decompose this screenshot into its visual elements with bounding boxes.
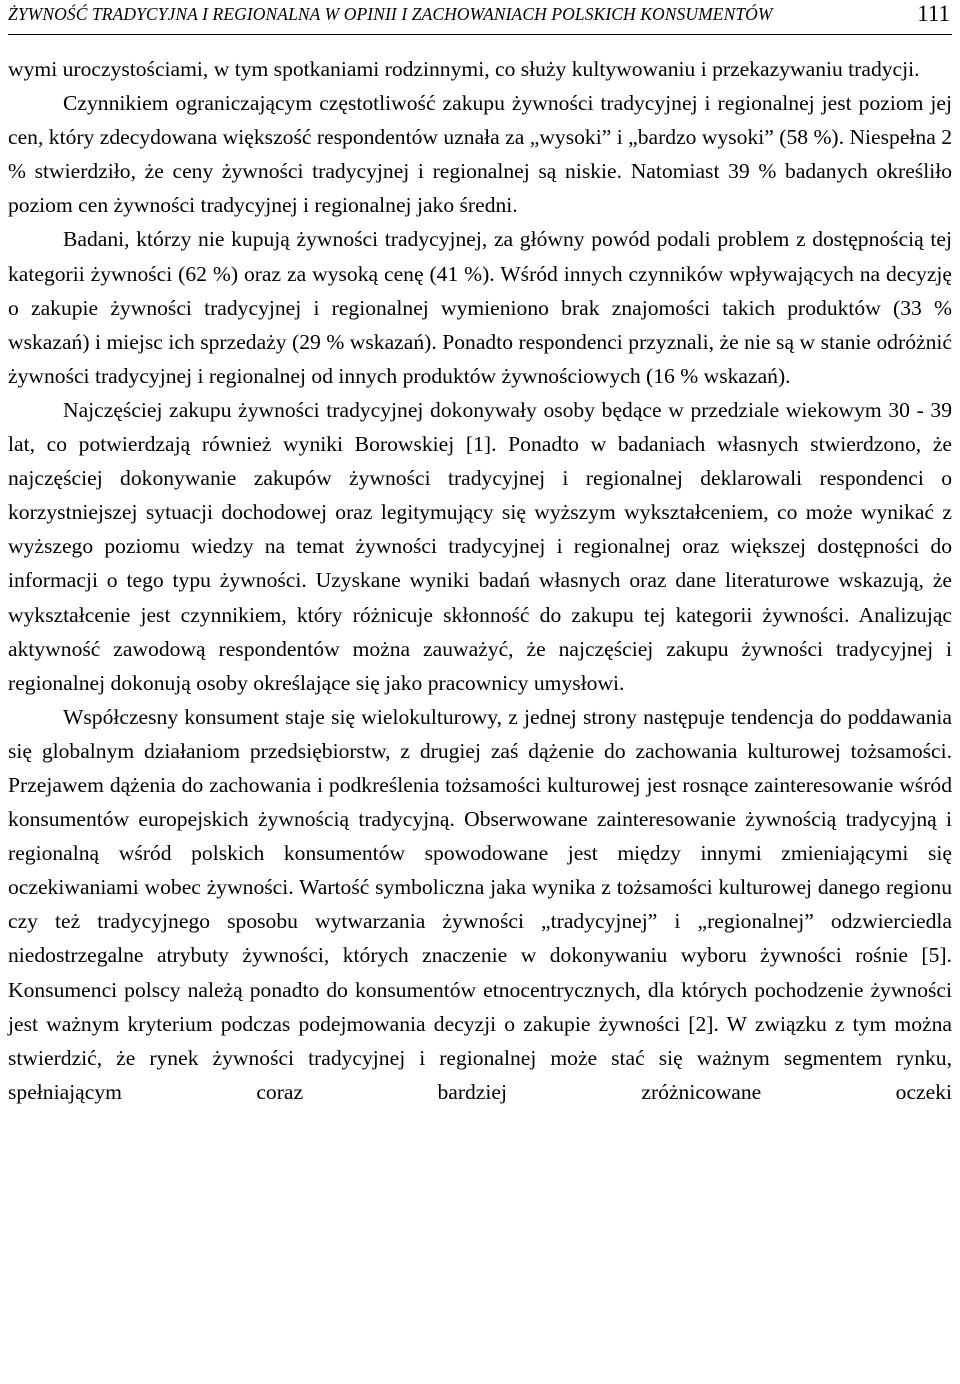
paragraph: Najczęściej zakupu żywności tradycyjnej dokonywały osoby będące w przedziale wiekowym 30 - 39 lat, co potwierdzają również wyniki Borowskiej [1]. Ponadto w badaniach własnych stwierdzono, że najczęściej dokonywanie zakupów żywności tradycyjnej i regionalnej deklarowali respondenci o korzystniejszej sytuacji dochodowej oraz legitymujący się wyższym wykształceniem, co może wynikać z wyższego poziomu wiedzy na temat żywności tradycyjnej i regionalnej oraz większej dostępności do informacji o tego typu żywności. Uzyskane wyniki badań własnych oraz dane literaturowe wskazują, że wykształcenie jest czynnikiem, który różnicuje skłonność do zakupu tej kategorii żywności. Analizując aktywność zawodową respondentów można zauważyć, że najczęściej zakupu żywności tradycyjnej i regionalnej dokonują osoby określające się jako pracownicy umysłowi. <box>8 397 952 695</box>
document-page <box>8 0 952 1109</box>
paragraph: Badani, którzy nie kupują żywności tradycyjnej, za główny powód podali problem z dostępnością tej kategorii żywności (62 %) oraz za wysoką cenę (41 %). Wśród innych czynników wpływających na decyzję o zakupie żywności tradycyjnej i regionalnej wymieniono brak znajomości takich produktów (33 % wskazań) i miejsc ich sprzedaży (29 % wskazań). Ponadto respondenci przyznali, że nie są w stanie odróżnić żywności tradycyjnej i regionalnej od innych produktów żywnościowych (16 % wskazań). <box>8 227 952 388</box>
page-number: 111 <box>917 1 950 26</box>
body-text <box>8 52 952 1109</box>
running-header <box>8 0 952 35</box>
paragraph: Współczesny konsument staje się wielokulturowy, z jednej strony następuje tendencja do poddawania się globalnym działaniom przedsiębiorstw, z drugiej zaś dążenie do zachowania kulturowej tożsamości. Przejawem dążenia do zachowania i podkreślenia tożsamości kulturowej jest rosnące zainteresowanie wśród konsumentów europejskich żywnością tradycyjną. Obserwowane zainteresowanie żywnością tradycyjną i regionalną wśród polskich konsumentów spowodowane jest między innymi zmieniającymi się oczekiwaniami wobec żywności. Wartość symboliczna jaka wynika z tożsamości kulturowej danego regionu czy też tradycyjnego sposobu wytwarzania żywności „tradycyjnej” i „regionalnej” odzwierciedla niedostrzegalne atrybuty żywności, których znaczenie w dokonywaniu wyboru żywności rośnie [5]. Konsumenci polscy należą ponadto do konsumentów etnocentrycznych, dla których pochodzenie żywności jest ważnym kryterium podczas podejmowania decyzji o zakupie żywności [2]. W związku z tym można stwierdzić, że rynek żywności tradycyjnej i regionalnej może stać się ważnym segmentem rynku, spełniającym coraz bardziej zróżnicowane oczeki <box>8 704 952 1104</box>
running-title: ŻYWNOŚĆ TRADYCYJNA I REGIONALNA W OPINII I ZACHOWANIACH POLSKICH KONSUMENTÓW <box>8 4 773 24</box>
paragraph: wymi uroczystościami, w tym spotkaniami rodzinnymi, co służy kultywowaniu i przekazywaniu tradycji. <box>8 57 920 81</box>
paragraph: Czynnikiem ograniczającym częstotliwość zakupu żywności tradycyjnej i regionalnej jest poziom jej cen, który zdecydowana większość respondentów uznała za „wysoki” i „bardzo wysoki” (58 %). Niespełna 2 % stwierdziło, że ceny żywności tradycyjnej i regionalnej są niskie. Natomiast 39 % badanych określiło poziom cen żywności tradycyjnej i regionalnej jako średni. <box>8 91 952 218</box>
